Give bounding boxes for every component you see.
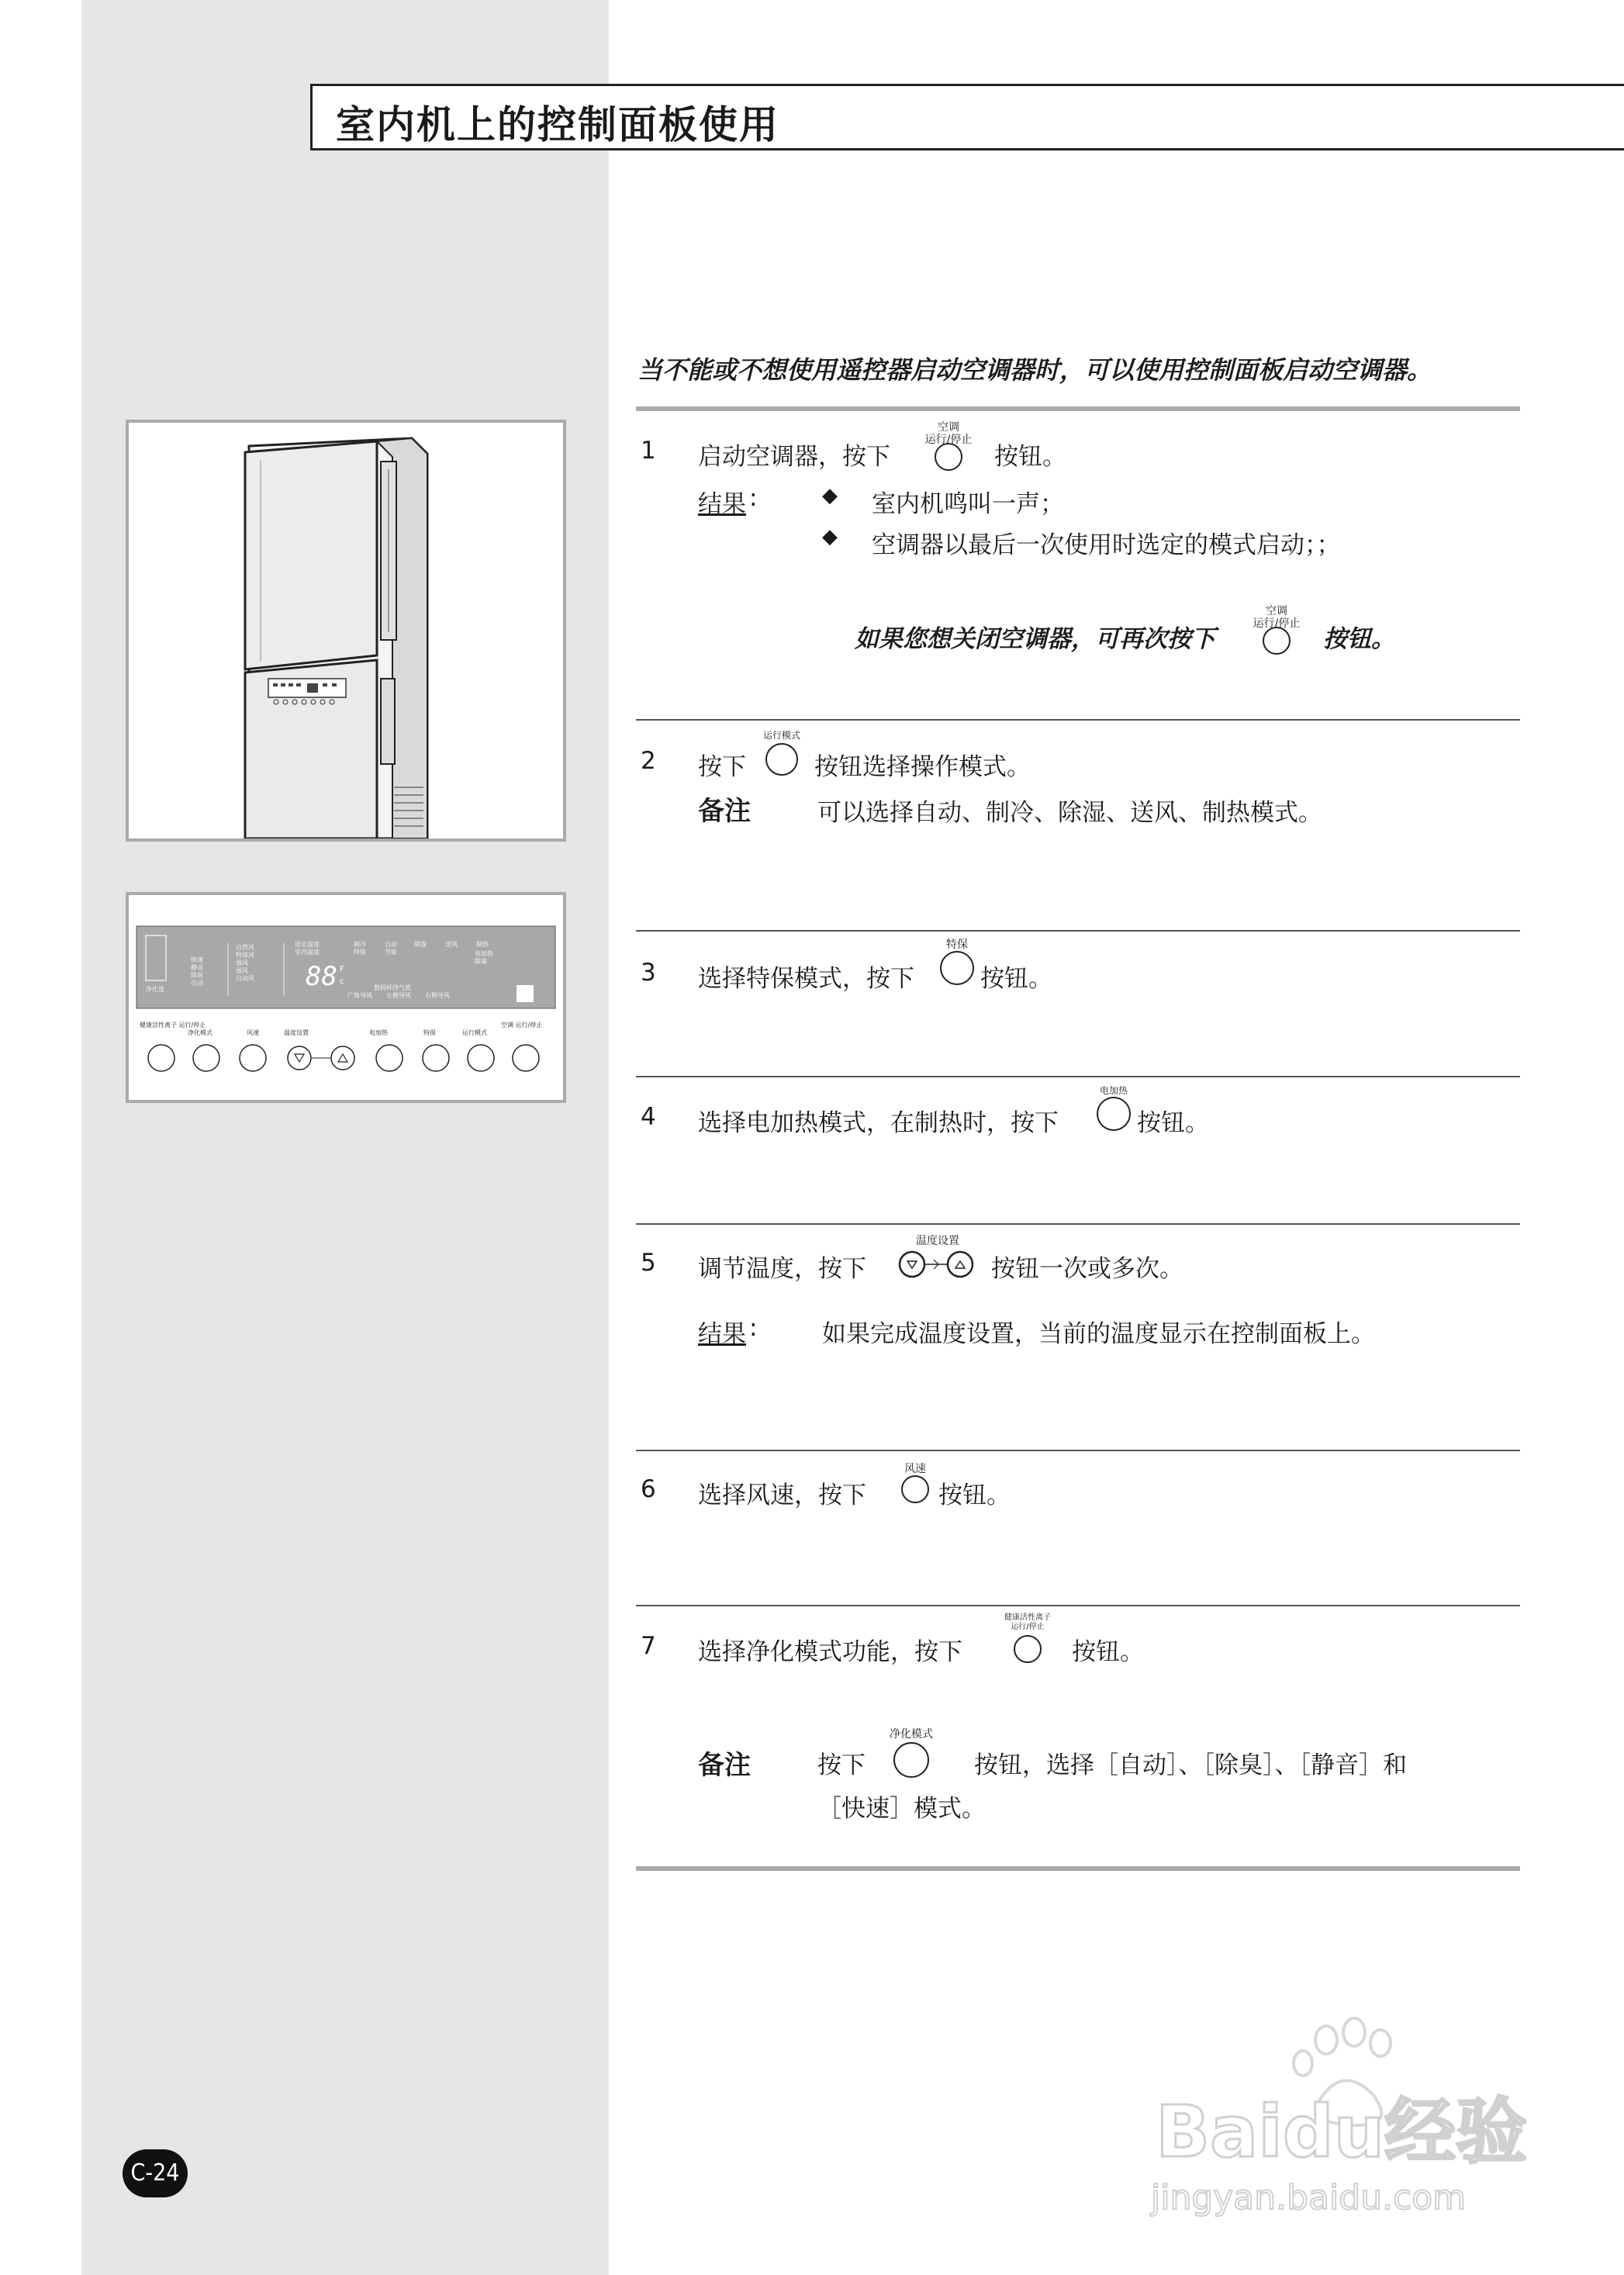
step-1-result-colon: : — [749, 484, 758, 512]
fan-circle-icon — [901, 1475, 929, 1503]
step-6-text: 选择风速，按下 — [698, 1482, 866, 1509]
step-2-after: 按钮选择操作模式。 — [814, 753, 1031, 781]
heater-button[interactable] — [1086, 1084, 1142, 1131]
step-1-tip-after: 按钮。 — [1323, 625, 1395, 653]
panel-purify-label: 净化度 — [146, 986, 164, 993]
mode-circle-icon — [765, 743, 798, 776]
panel-airflow-1: 广角导风 — [347, 992, 372, 999]
panel-unit-c: c — [340, 977, 344, 986]
panel-fan-label-1: 特保风 — [236, 952, 254, 959]
step-2-note-label: 备注 — [698, 796, 751, 827]
panel-room-temp: 室内温度 — [295, 949, 320, 956]
power-button[interactable] — [917, 421, 980, 471]
ion-caption-top: 健康活性离子 — [1004, 1613, 1051, 1622]
step-7-note-line2: ［快速］模式。 — [817, 1795, 986, 1823]
divider-2 — [636, 930, 1520, 932]
panel-mode-4: 制热 — [476, 941, 489, 948]
panel-fan-label-4: 自动风 — [236, 975, 254, 982]
air-conditioner-illustration — [129, 423, 563, 838]
power-circle-icon — [935, 443, 962, 471]
step-3-text: 选择特保模式，按下 — [698, 965, 914, 993]
step-3-number: 3 — [641, 959, 656, 987]
ion-power-button[interactable] — [994, 1613, 1061, 1663]
panel-mode-3: 送风 — [445, 941, 458, 948]
step-5-result-label: 结果 — [698, 1320, 746, 1348]
panel-fan-label-0: 自然风 — [236, 944, 254, 951]
step-5-number: 5 — [641, 1249, 656, 1277]
panel-button-heater — [376, 1045, 403, 1071]
panel-left-label-1: 静音 — [191, 964, 203, 971]
special-protect-button[interactable] — [929, 939, 985, 985]
fan-button-caption: 风速 — [904, 1463, 926, 1475]
panel-btn-label-1: 净化模式 — [188, 1029, 213, 1036]
step-3-after: 按钮。 — [980, 965, 1052, 993]
step-1-result-label: 结果 — [698, 490, 746, 518]
temp-up-down-icon — [895, 1247, 980, 1281]
step-4-number: 4 — [641, 1103, 656, 1131]
bullet-diamond-icon: ◆ — [822, 525, 838, 548]
panel-mode-0: 制冷 — [354, 941, 366, 948]
step-5-result-colon: : — [749, 1314, 758, 1342]
unit-illustration — [126, 420, 566, 842]
watermark-brand: Baidu经验 — [1156, 2090, 1528, 2173]
divider-6 — [636, 1605, 1520, 1606]
panel-btn-label-0: 健康活性离子 运行/停止 — [140, 1022, 206, 1029]
step-7-text: 选择净化模式功能，按下 — [698, 1638, 962, 1666]
step-5-result: 如果完成温度设置，当前的温度显示在控制面板上。 — [822, 1320, 1375, 1348]
panel-btn-label-2: 风速 — [247, 1029, 259, 1036]
baidu-watermark — [1140, 2009, 1574, 2218]
panel-left-label-2: 除臭 — [191, 972, 203, 979]
panel-mode2-0: 特保 — [354, 949, 366, 956]
power-button-tip[interactable] — [1246, 605, 1308, 655]
step-1-after: 按钮。 — [994, 443, 1066, 471]
purify-caption: 净化模式 — [890, 1728, 933, 1741]
divider-bottom — [636, 1866, 1520, 1871]
panel-left-label-3: 自动 — [191, 980, 203, 987]
step-2-note: 可以选择自动、制冷、除湿、送风、制热模式。 — [817, 799, 1322, 827]
panel-button-temp-up — [331, 1046, 354, 1070]
panel-fan-label-2: 强风 — [236, 959, 248, 966]
divider-5 — [636, 1450, 1520, 1451]
ion-caption: 运行/停止 — [1011, 1623, 1045, 1631]
tip-caption-top: 空调 — [1266, 605, 1287, 617]
panel-mode2-1: 节能 — [385, 949, 397, 956]
bullet-diamond-icon: ◆ — [822, 484, 838, 507]
panel-button-temp-down — [288, 1046, 311, 1070]
divider-1 — [636, 719, 1520, 721]
divider-top — [636, 406, 1520, 411]
step-5-text: 调节温度，按下 — [698, 1255, 866, 1283]
temp-button-caption: 温度设置 — [916, 1235, 959, 1247]
panel-mode-1: 自动 — [385, 941, 397, 948]
step-7-note-line1: 按钮，选择［自动］、［除臭］、［静音］和 — [974, 1751, 1407, 1779]
step-6-after: 按钮。 — [938, 1482, 1011, 1509]
temp-set-button[interactable] — [895, 1235, 980, 1284]
panel-btn-label-7: 空调 运行/停止 — [501, 1022, 543, 1029]
panel-button-ion — [148, 1045, 174, 1071]
watermark-url: jingyan.baidu.com — [1151, 2178, 1467, 2218]
step-4-text: 选择电加热模式，在制热时，按下 — [698, 1109, 1059, 1137]
special-button-caption: 特保 — [946, 939, 968, 951]
step-1-number: 1 — [641, 437, 656, 465]
step-7-note-before: 按下 — [817, 1751, 866, 1779]
panel-mode-2: 除湿 — [414, 941, 427, 948]
panel-fan-label-3: 弱风 — [236, 967, 248, 974]
step-1-result-2: 空调器以最后一次使用时选定的模式启动；； — [872, 531, 1341, 559]
divider-3 — [636, 1076, 1520, 1077]
page-title: 室内机上的控制面板使用 — [336, 102, 779, 147]
special-circle-icon — [940, 951, 974, 985]
mode-button[interactable] — [751, 729, 813, 776]
panel-set-temp: 设定温度 — [295, 941, 320, 948]
step-1-tip: 如果您想关闭空调器，可再次按下 — [855, 625, 1215, 653]
panel-mode2-2: 电加热 — [475, 950, 493, 957]
panel-btn-label-3: 温度设置 — [284, 1029, 309, 1036]
power-button-caption: 运行/停止 — [924, 434, 973, 446]
step-2-number: 2 — [641, 747, 656, 775]
heater-button-caption: 电加热 — [1099, 1085, 1128, 1096]
fan-speed-button[interactable] — [884, 1463, 946, 1503]
panel-button-mode — [468, 1045, 494, 1071]
step-7-after: 按钮。 — [1072, 1638, 1144, 1666]
divider-4 — [636, 1223, 1520, 1225]
step-7-number: 7 — [641, 1632, 656, 1660]
step-6-number: 6 — [641, 1475, 656, 1503]
panel-mode2-3: 除霜 — [475, 958, 487, 965]
step-2-text: 按下 — [698, 753, 746, 781]
panel-display: 88 — [306, 961, 337, 992]
panel-button-fan — [240, 1045, 266, 1071]
panel-btn-label-4: 电加热 — [369, 1029, 388, 1036]
panel-button-purify — [193, 1045, 219, 1071]
control-panel-illustration — [126, 892, 566, 1103]
step-5-after: 按钮一次或多次。 — [991, 1255, 1183, 1283]
panel-btn-label-5: 特保 — [423, 1029, 436, 1036]
mode-button-caption: 运行模式 — [762, 730, 800, 741]
panel-airflow-0: 数码环绕气流 — [374, 984, 411, 991]
step-7-note-label: 备注 — [698, 1750, 751, 1781]
panel-button-power — [513, 1045, 539, 1071]
tip-caption: 运行/停止 — [1253, 617, 1301, 630]
step-1-result-1: 室内机鸣叫一声； — [872, 490, 1064, 518]
page-number: C-24 — [123, 2149, 188, 2197]
control-panel-drawing — [129, 895, 563, 1100]
purify-circle-icon — [893, 1742, 929, 1778]
panel-airflow-3: 右侧导风 — [425, 992, 450, 999]
baidu-paw-logo-icon — [1140, 2009, 1574, 2218]
panel-btn-label-6: 运行模式 — [462, 1029, 487, 1036]
step-4-after: 按钮。 — [1137, 1109, 1209, 1137]
left-band — [81, 0, 609, 2275]
ion-circle-icon — [1014, 1635, 1042, 1663]
panel-airflow-2: 左侧导风 — [386, 992, 411, 999]
purify-mode-button[interactable] — [878, 1728, 945, 1778]
heater-circle-icon — [1097, 1097, 1131, 1131]
power-circle-icon — [1263, 627, 1291, 655]
panel-unit-f: F — [340, 965, 344, 973]
panel-button-special — [423, 1045, 449, 1071]
power-button-caption-top: 空调 — [938, 421, 959, 434]
intro-text: 当不能或不想使用遥控器启动空调器时，可以使用控制面板启动空调器。 — [638, 355, 1432, 385]
panel-left-label-0: 快速 — [191, 956, 203, 963]
step-1-text: 启动空调器，按下 — [698, 443, 890, 471]
title-box — [310, 84, 1624, 150]
